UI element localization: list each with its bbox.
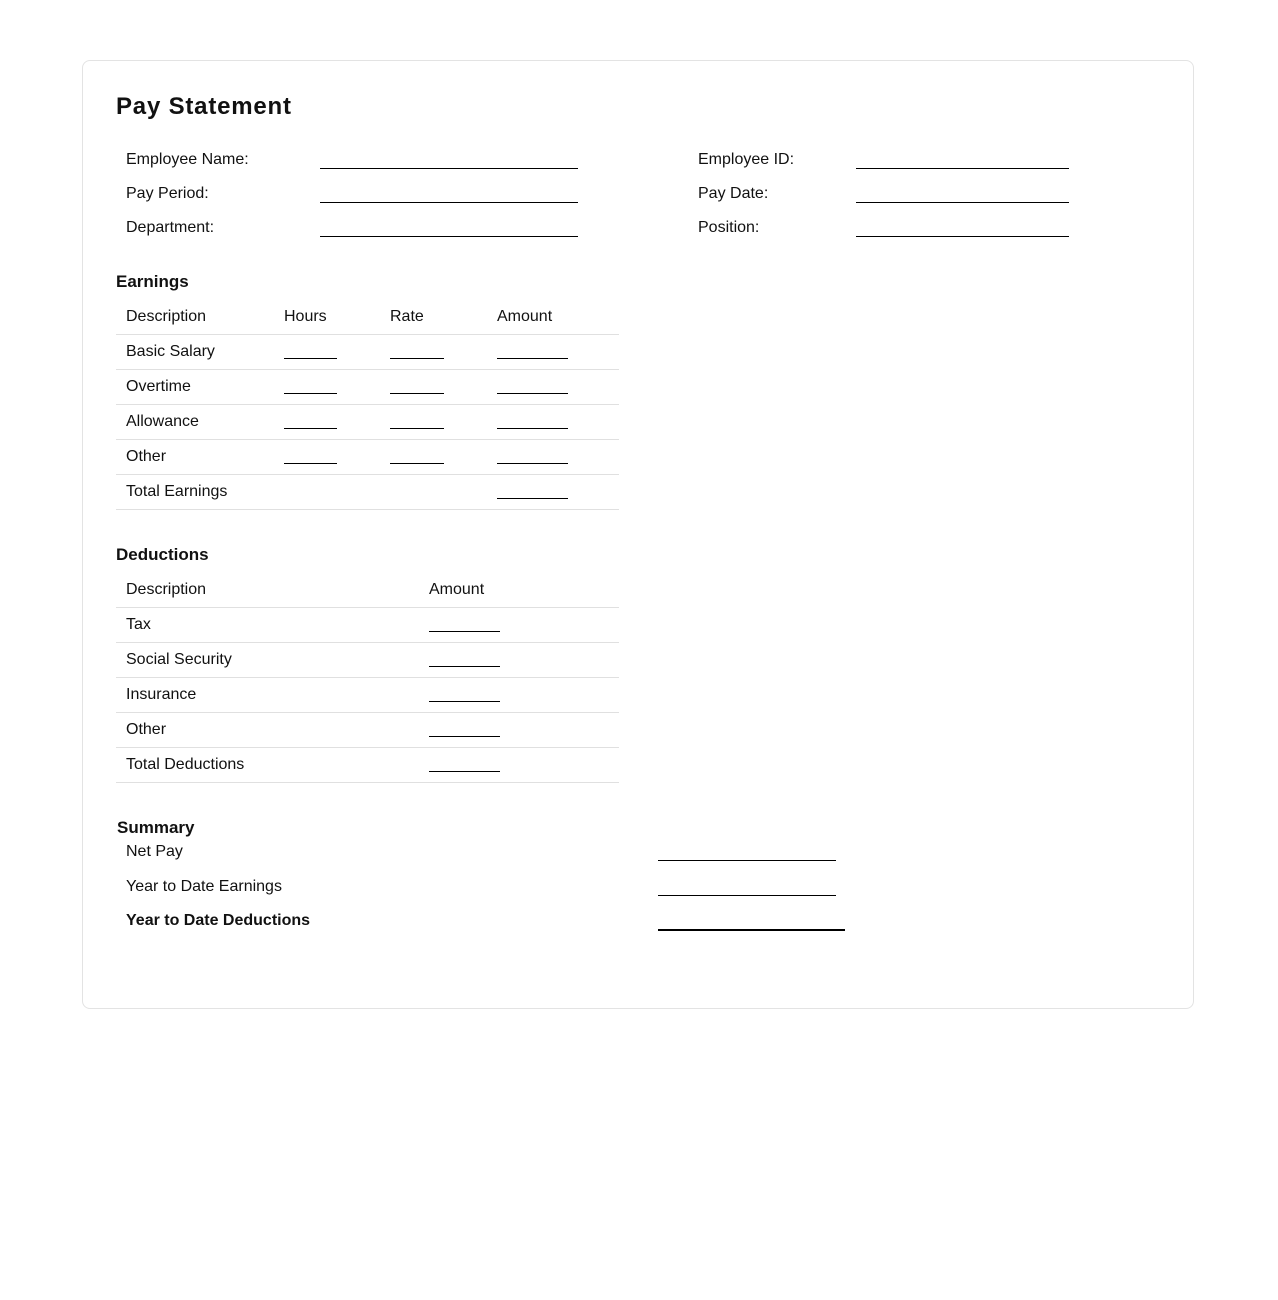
pay-statement-card [82,60,1194,1009]
total-deductions-blank[interactable] [429,757,500,772]
table-row [116,370,619,405]
employee-name-blank[interactable] [320,168,578,169]
amount-blank[interactable] [429,652,500,667]
table-row [116,713,619,748]
table-row [116,678,619,713]
total-row [116,475,619,510]
employee-name-field [126,147,586,181]
column-header: Description [116,300,274,335]
table-header [116,300,619,335]
net-pay-row [116,843,876,878]
department-blank[interactable] [320,236,578,237]
total-row [116,748,619,783]
field-label: Department: [126,219,215,236]
total-earnings-blank[interactable] [497,484,568,499]
ytd-deductions-row [116,912,876,947]
column-header: Hours [274,300,380,335]
position-blank[interactable] [856,236,1069,237]
field-label: Employee Name: [126,151,249,168]
field-label: Employee ID: [698,151,795,168]
table-row [116,405,619,440]
hours-blank[interactable] [284,449,337,464]
info-left [126,147,586,249]
row-label: Other [116,440,274,475]
employee-id-blank[interactable] [856,168,1069,169]
ytd-deductions-blank[interactable] [658,929,845,931]
table-row [116,440,619,475]
rate-blank[interactable] [390,379,444,394]
amount-blank[interactable] [429,722,500,737]
deductions-table [116,573,619,783]
net-pay-blank[interactable] [658,860,836,861]
earnings-table [116,300,619,510]
rate-blank[interactable] [390,344,444,359]
row-label: Insurance [116,678,419,713]
department-field [126,215,586,249]
info-right [698,147,1098,249]
amount-blank[interactable] [497,344,568,359]
ytd-earnings-blank[interactable] [658,895,836,896]
amount-blank[interactable] [429,687,500,702]
rate-blank[interactable] [390,414,444,429]
amount-blank[interactable] [429,617,500,632]
row-label: Year to Date Deductions [126,912,311,929]
pay-period-blank[interactable] [320,202,578,203]
row-label: Other [116,713,419,748]
field-label: Position: [698,219,760,236]
ytd-earnings-row [116,878,876,913]
column-header: Amount [487,300,619,335]
amount-blank[interactable] [497,449,568,464]
row-label: Total Earnings [116,475,274,510]
table-row [116,608,619,643]
table-row [116,643,619,678]
hours-blank[interactable] [284,414,337,429]
amount-blank[interactable] [497,379,568,394]
table-row [116,335,619,370]
row-label: Social Security [116,643,419,678]
summary-section [116,843,876,947]
deductions-heading: Deductions [116,545,209,564]
employee-id-field [698,147,1098,181]
row-label: Tax [116,608,419,643]
row-label: Total Deductions [116,748,419,783]
row-label: Basic Salary [116,335,274,370]
column-header: Description [116,573,419,608]
rate-blank[interactable] [390,449,444,464]
amount-blank[interactable] [497,414,568,429]
hours-blank[interactable] [284,344,337,359]
row-label: Net Pay [126,843,183,860]
page-title: Pay Statement [116,93,292,120]
pay-period-field [126,181,586,215]
pay-date-blank[interactable] [856,202,1069,203]
position-field [698,215,1098,249]
pay-date-field [698,181,1098,215]
summary-heading: Summary [117,818,195,837]
field-label: Pay Date: [698,185,769,202]
row-label: Overtime [116,370,274,405]
row-label: Year to Date Earnings [126,877,282,895]
column-header: Rate [380,300,487,335]
hours-blank[interactable] [284,379,337,394]
field-label: Pay Period: [126,185,209,202]
column-header: Amount [419,573,619,608]
earnings-heading: Earnings [116,272,189,291]
row-label: Allowance [116,405,274,440]
table-header [116,573,619,608]
